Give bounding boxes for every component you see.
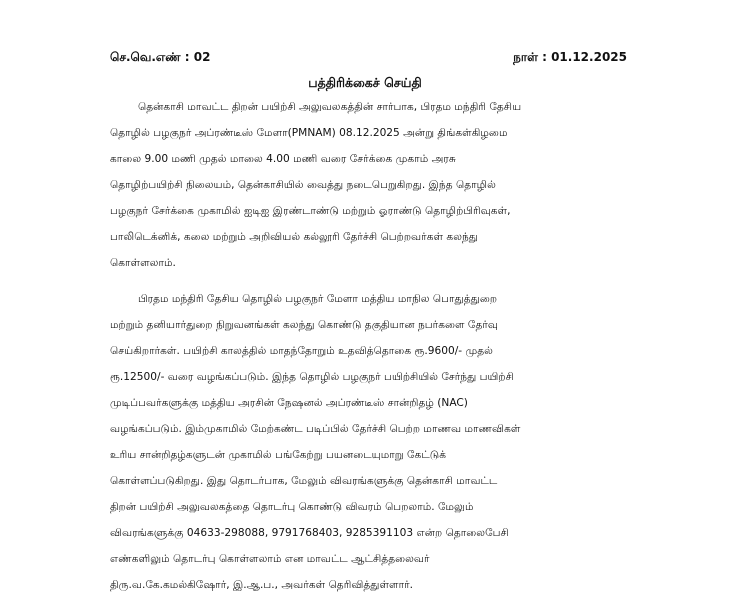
- paragraph-line: கொள்ளப்படுகிறது. இது தொடர்பாக, மேலும் விவரங்களுக்கு தென்காசி மாவட்ட: [110, 475, 498, 487]
- paragraph-line: முடிப்பவர்களுக்கு மத்திய அரசின் நேஷனல் அப்ரண்டீஸ் சான்றிதழ் (NAC): [110, 397, 468, 409]
- paragraph-line: திறன் பயிற்சி அலுவலகத்தை தொடர்பு கொண்டு விவரம் பெறலாம். மேலும்: [110, 501, 474, 513]
- paragraph-line: பழகுநர் சேர்க்கை முகாமில் ஐடிஐ இரண்டாண்டு மற்றும் ஓராண்டு தொழிற்பிரிவுகள்,: [110, 205, 511, 217]
- paragraph-line: எண்களிலும் தொடர்பு கொள்ளலாம் என மாவட்ட ஆட்சித்தலைவர்: [110, 553, 430, 565]
- paragraph-line: பிரதம மந்திரி தேசிய தொழில் பழகுநர் மேளா மத்திய மாநில பொதுத்துறை: [138, 293, 498, 305]
- paragraph-line: உரிய சான்றிதழ்களுடன் முகாமில் பங்கேற்று பயனடையுமாறு கேட்டுக்: [110, 449, 446, 461]
- paragraph-line: விவரங்களுக்கு 04633-298088, 9791768403, 9285391103 என்ற தொலைபேசி: [110, 527, 509, 539]
- paragraph-1: [110, 94, 625, 276]
- paragraph-line: பாலிடெக்னிக், கலை மற்றும் அறிவியல் கல்லூரி தேர்ச்சி பெற்றவர்கள் கலந்து: [110, 231, 478, 243]
- document-title: பத்திரிக்கைச் செய்தி: [308, 75, 422, 90]
- paragraph-line: காலை 9.00 மணி முதல் மாலை 4.00 மணி வரை சேர்க்கை முகாம் அரசு: [110, 153, 456, 165]
- paragraph-line: ரூ.12500/- வரை வழங்கப்படும். இந்த தொழில் பழகுநர் பயிற்சியில் சேர்ந்து பயிற்சி: [110, 371, 514, 383]
- paragraph-line: செய்கிறார்கள். பயிற்சி காலத்தில் மாதந்தோறும் உதவித்தொகை ரூ.9600/- முதல்: [110, 345, 493, 357]
- paragraph-line: தென்காசி மாவட்ட திறன் பயிற்சி அலுவலகத்தின் சார்பாக, பிரதம மந்திரி தேசிய: [138, 101, 522, 113]
- paragraph-line: வழங்கப்படும். இம்முகாமில் மேற்கண்ட படிப்பில் தேர்ச்சி பெற்ற மாணவ மாணவிகள்: [110, 423, 521, 435]
- paragraph-2: [110, 286, 625, 598]
- paragraph-line: திரு.வ.கே.கமல்கிஷோர், இ.ஆ.ப., அவர்கள் தெரிவித்துள்ளார்.: [110, 579, 414, 591]
- reference-number: செ.வெ.எண் : 02: [110, 50, 211, 64]
- paragraph-line: தொழிற்பயிற்சி நிலையம், தென்காசியில் வைத்து நடைபெறுகிறது. இந்த தொழில்: [110, 179, 496, 191]
- paragraph-line: தொழில் பழகுநர் அப்ரண்டீஸ் மேளா(PMNAM) 08.12.2025 அன்று திங்கள்கிழமை: [110, 127, 508, 139]
- release-date: நாள் : 01.12.2025: [513, 50, 627, 64]
- paragraph-line: மற்றும் தனியார்துறை நிறுவனங்கள் கலந்து கொண்டு தகுதியான நபர்களை தேர்வு: [110, 319, 499, 331]
- paragraph-line: கொள்ளலாம்.: [110, 257, 176, 269]
